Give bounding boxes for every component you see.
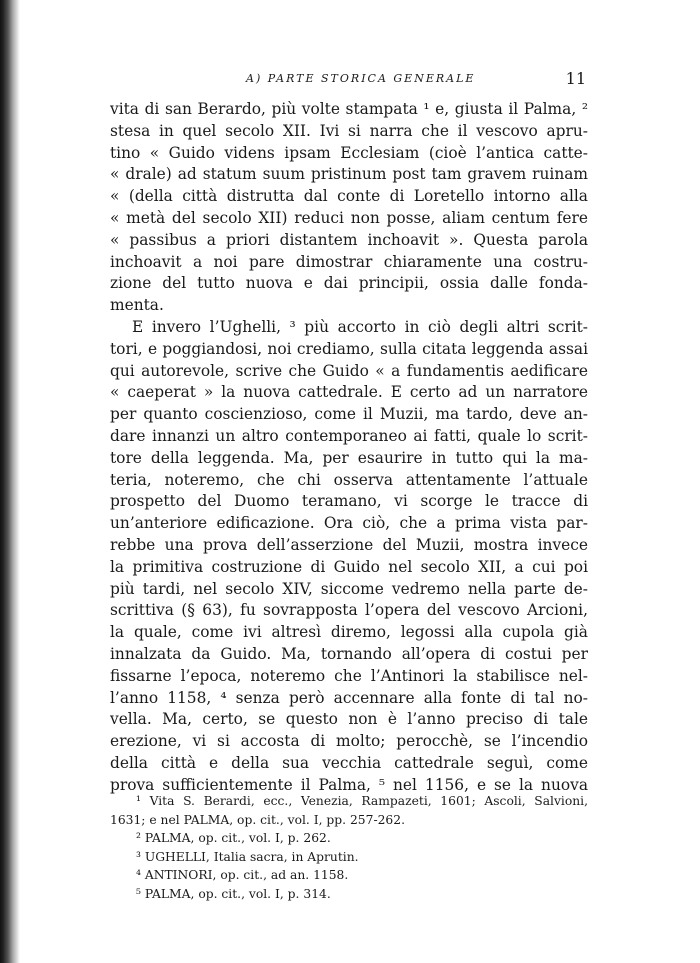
text-line: rebbe una prova dell’asserzione del Muzii, mostra invece <box>110 535 588 554</box>
footnote-line: ⁵ PALMA, op. cit., vol. I, p. 314. <box>136 886 331 901</box>
text-line: scrittiva (§ 63), fu sovrapposta l’opera del vescovo Arcioni, <box>110 601 588 620</box>
text-line: erezione, vi si accosta di molto; perocchè, se l’incendio <box>110 732 588 751</box>
text-line: stesa in quel secolo XII. Ivi si narra che il vescovo apru- <box>110 121 588 140</box>
text-line: tori, e poggiandosi, noi crediamo, sulla citata leggenda assai <box>110 339 588 358</box>
text-line: qui autorevole, scrive che Guido « a fundamentis aedificare <box>110 361 588 380</box>
text-line: innalzata da Guido. Ma, tornando all’opera di costui per <box>110 644 588 663</box>
text-line: zione del tutto nuova e dai principii, ossia dalle fonda- <box>110 274 588 293</box>
footnote-line: ⁴ ANTINORI, op. cit., ad an. 1158. <box>136 868 349 882</box>
text-line: la primitiva costruzione di Guido nel secolo XII, a cui poi <box>110 557 588 576</box>
text-line: inchoavit a noi pare dimostrar chiaramente una costru- <box>110 252 588 271</box>
footnote-line: ³ UGHELLI, Italia sacra, in Aprutin. <box>136 849 359 864</box>
text-line: dare innanzi un altro contemporaneo ai fatti, quale lo scrit- <box>110 426 588 445</box>
text-line: della città e della sua vecchia cattedrale seguì, come <box>110 753 588 772</box>
footnotes <box>110 792 588 903</box>
section-title: A) PARTE STORICA GENERALE <box>246 72 476 85</box>
text-line: la quale, come ivi altresì diremo, legossi alla cupola già <box>110 623 588 642</box>
main-text <box>110 99 588 797</box>
text-line: « metà del secolo XII) reduci non posse, aliam centum fere <box>110 208 588 227</box>
text-line: un’anteriore edificazione. Ora ciò, che a prima vista par- <box>110 514 588 533</box>
footnote-line: ² PALMA, op. cit., vol. I, p. 262. <box>136 831 331 845</box>
text-line: « caeperat » la nuova cattedrale. E certo ad un narratore <box>110 383 588 402</box>
text-line: vita di san Berardo, più volte stampata ¹ e, giusta il Palma, ² <box>110 100 588 118</box>
text-line: fissarne l’epoca, noteremo che l’Antinori la stabilisce nel- <box>110 666 588 685</box>
running-header <box>246 69 586 92</box>
text-line: prova sufficientemente il Palma, ⁵ nel 1156, e se la nuova <box>110 775 588 794</box>
page-number: 11 <box>565 69 586 88</box>
text-line: teria, noteremo, che chi osserva attentamente l’attuale <box>110 470 588 489</box>
text-line: per quanto coscienzioso, come il Muzii, ma tardo, deve an- <box>110 405 588 424</box>
text-line: più tardi, nel secolo XIV, siccome vedremo nella parte de- <box>110 579 588 598</box>
text-line: l’anno 1158, ⁴ senza però accennare alla fonte di tal no- <box>110 688 588 707</box>
footnote-line: 1631; e nel PALMA, op. cit., vol. I, pp. 257-262. <box>110 812 405 827</box>
footnote-line: ¹ Vita S. Berardi, ecc., Venezia, Rampazeti, 1601; Ascoli, Salvioni, <box>136 794 588 808</box>
text-line: « (della città distrutta dal conte di Loretello intorno alla <box>110 187 588 206</box>
text-line: tore della leggenda. Ma, per esaurire in tutto qui la ma- <box>110 448 588 467</box>
text-line: menta. <box>110 296 164 315</box>
text-line: prospetto del Duomo teramano, vi scorge le tracce di <box>110 492 588 511</box>
text-line: tino « Guido videns ipsam Ecclesiam (cioè l’antica catte- <box>110 143 588 162</box>
text-line: E invero l’Ughelli, ³ più accorto in ciò degli altri scrit- <box>132 317 588 336</box>
text-line: vella. Ma, certo, se questo non è l’anno preciso di tale <box>110 710 588 729</box>
text-line: « passibus a priori distantem inchoavit ». Questa parola <box>110 230 588 249</box>
book-binding-edge <box>0 0 20 963</box>
text-line: « drale) ad statum suum pristinum post tam gravem ruinam <box>110 165 588 184</box>
